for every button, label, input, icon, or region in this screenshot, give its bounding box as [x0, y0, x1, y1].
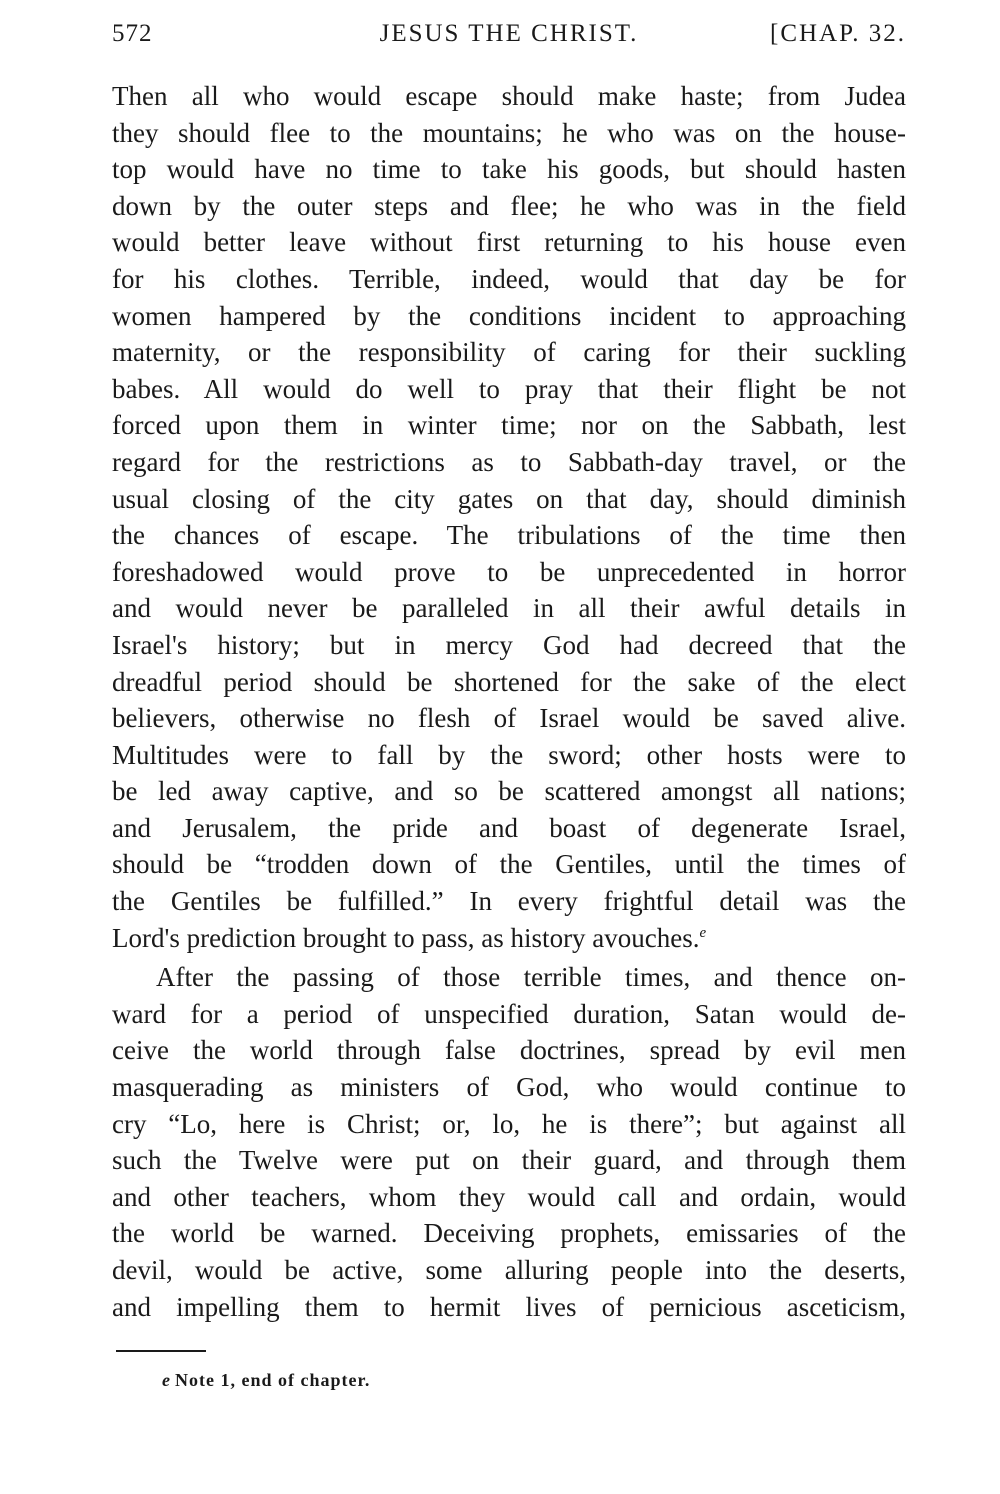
text-line: usual closing of the city gates on that day, should diminish: [112, 483, 906, 514]
footnote-mark: e: [162, 1370, 171, 1390]
text-line: Lord's prediction brought to pass, as history avouches.: [112, 922, 700, 953]
text-line: the Gentiles be fulfilled.” In every frightful detail was the: [112, 886, 906, 917]
text-line: be led away captive, and so be scattered amongst all nations;: [112, 776, 906, 807]
text-line: down by the outer steps and flee; he who was in the field: [112, 190, 906, 221]
text-line: and Jerusalem, the pride and boast of degenerate Israel,: [112, 812, 906, 843]
text-line: After the passing of those terrible times, and thence on-: [156, 962, 906, 993]
chapter-reference: [CHAP. 32.: [770, 20, 906, 47]
text-line: babes. All would do well to pray that their flight be not: [112, 373, 906, 404]
text-line: dreadful period should be shortened for the sake of the elect: [112, 666, 906, 697]
text-line: such the Twelve were put on their guard, and through them: [112, 1145, 906, 1176]
text-line: Multitudes were to fall by the sword; other hosts were to: [112, 739, 906, 770]
text-line: Then all who would escape should make haste; from Judea: [112, 81, 906, 111]
text-line: cry “Lo, here is Christ; or, lo, he is there”; but against all: [112, 1108, 906, 1139]
footnote-text: Note 1, end of chapter.: [175, 1370, 371, 1390]
text-line: ceive the world through false doctrines, spread by evil men: [112, 1035, 906, 1066]
text-line: and would never be paralleled in all their awful details in: [112, 593, 906, 624]
text-line-with-note: [112, 920, 906, 957]
text-line: they should flee to the mountains; he who was on the house-: [112, 117, 906, 148]
text-line: maternity, or the responsibility of caring for their suckling: [112, 337, 906, 368]
text-line: top would have no time to take his goods, but should hasten: [112, 154, 906, 185]
text-line: foreshadowed would prove to be unprecedented in horror: [112, 556, 906, 587]
text-line: and impelling them to hermit lives of pernicious asceticism,: [112, 1291, 906, 1322]
text-line: would better leave without first returning to his house even: [112, 227, 906, 258]
body-text: [112, 78, 906, 1325]
text-line: forced upon them in winter time; nor on the Sabbath, lest: [112, 410, 906, 441]
page-number: 572: [112, 20, 153, 47]
text-line: masquerading as ministers of God, who would continue to: [112, 1072, 906, 1103]
text-line: ward for a period of unspecified duration, Satan would de-: [112, 998, 906, 1029]
footnote: [162, 1370, 370, 1391]
paragraph-1: [112, 78, 906, 956]
footnote-rule: [116, 1350, 206, 1352]
text-line: Israel's history; but in mercy God had decreed that the: [112, 629, 906, 660]
text-line: believers, otherwise no flesh of Israel would be saved alive.: [112, 703, 906, 734]
text-line: and other teachers, whom they would call and ordain, would: [112, 1181, 906, 1212]
text-line: women hampered by the conditions incident to approaching: [112, 300, 906, 331]
running-title: JESUS THE CHRIST.: [379, 20, 639, 47]
text-line: the chances of escape. The tribulations of the time then: [112, 520, 906, 551]
footnote-reference[interactable]: e: [699, 924, 707, 941]
paragraph-2: [112, 959, 906, 1325]
text-line: for his clothes. Terrible, indeed, would that day be for: [112, 263, 906, 294]
running-head: [112, 20, 906, 60]
text-line: devil, would be active, some alluring people into the deserts,: [112, 1255, 906, 1285]
text-line: the world be warned. Deceiving prophets, emissaries of the: [112, 1218, 906, 1249]
text-line: regard for the restrictions as to Sabbath-day travel, or the: [112, 446, 906, 477]
text-line: should be “trodden down of the Gentiles, until the times of: [112, 849, 906, 880]
